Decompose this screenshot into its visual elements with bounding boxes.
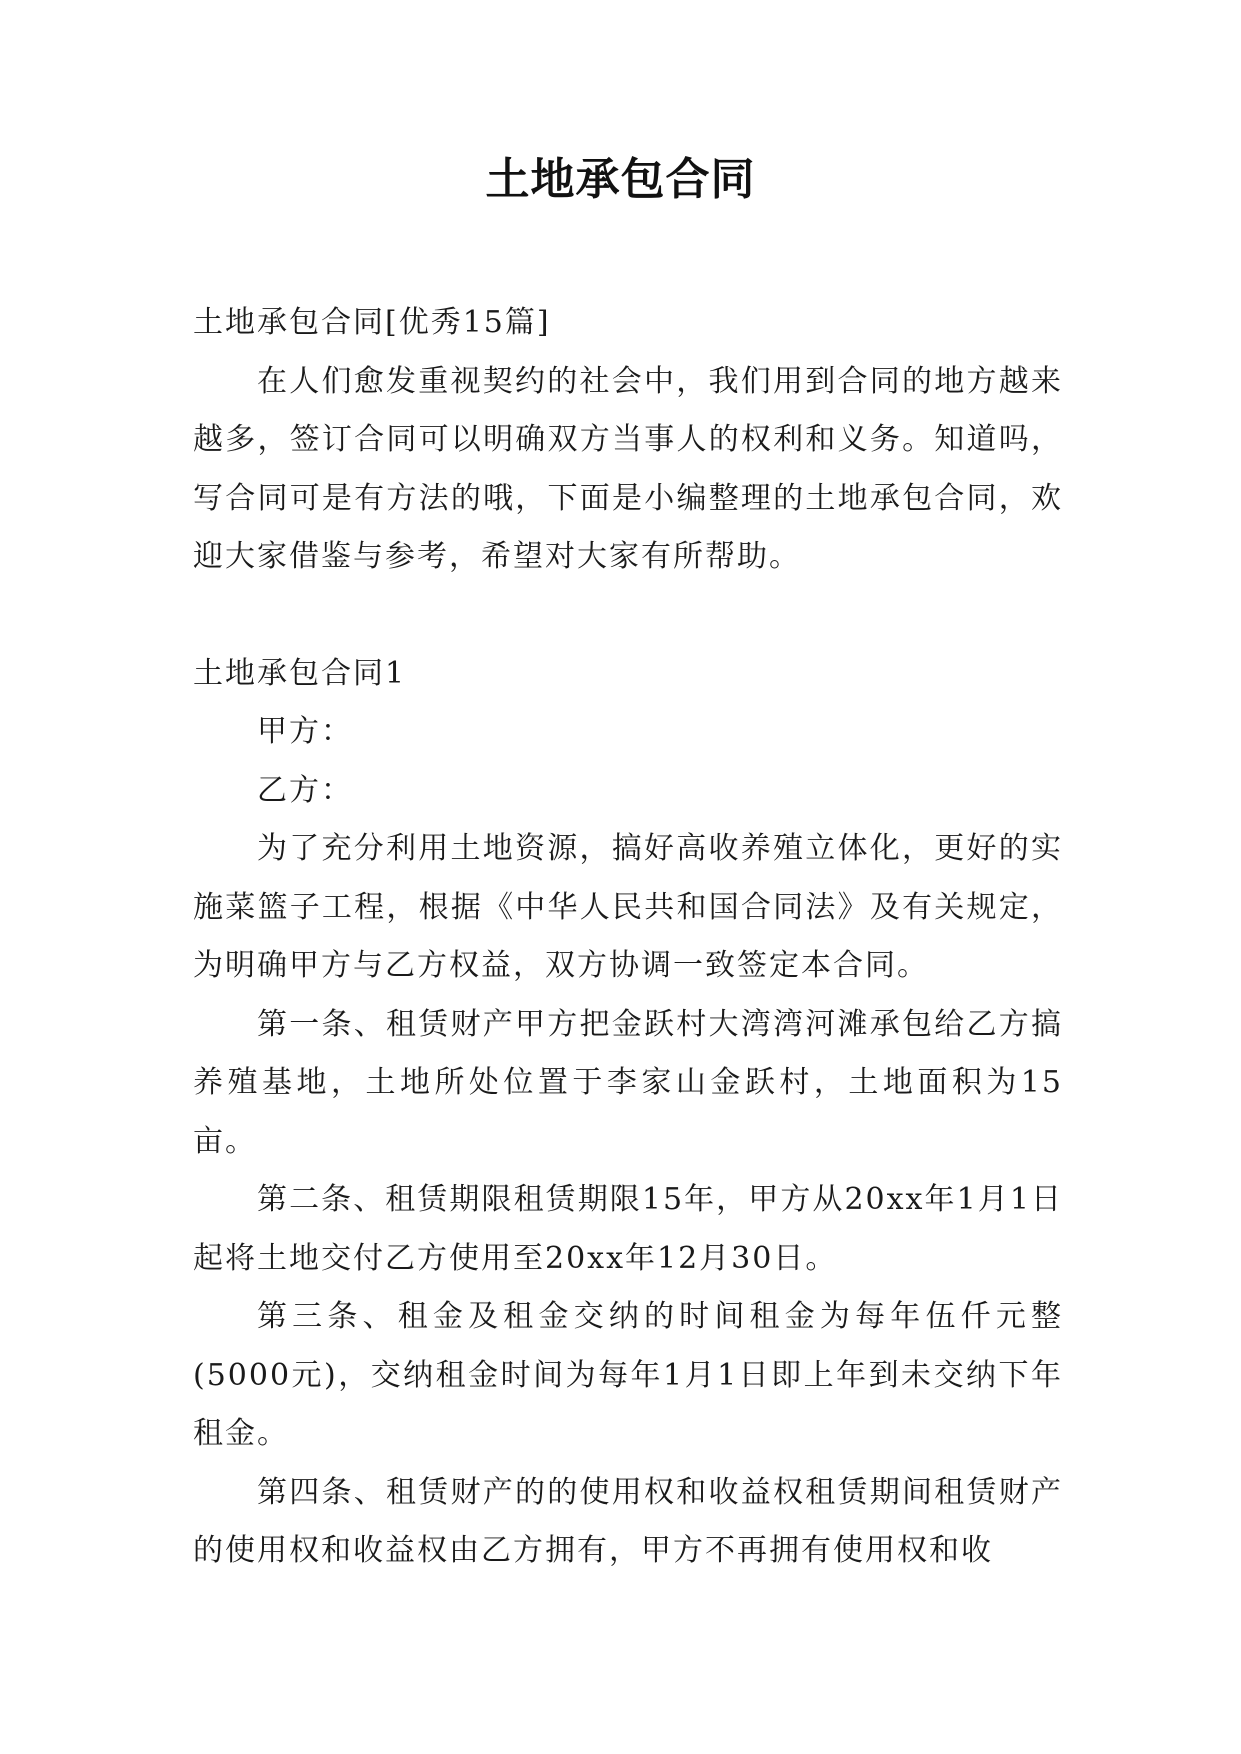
section-heading: 土地承包合同1 [193,655,407,691]
intro-paragraph: 在人们愈发重视契约的社会中，我们用到合同的地方越来越多，签订合同可以明确双方当事人的权利和义务。知道吗，写合同可是有方法的哦，下面是小编整理的土地承包合同，欢迎大家借鉴与参考，希望对大家有所帮助。 [193,363,1063,574]
article-1-paragraph: 第一条、租赁财产甲方把金跃村大湾湾河滩承包给乙方搞养殖基地，土地所处位置于李家山金跃村，土地面积为15亩。 [193,1006,1063,1159]
paragraph-gap [193,587,1063,645]
document-title: 土地承包合同 [485,154,756,205]
article-2-paragraph: 第二条、租赁期限租赁期限15年，甲方从20xx年1月1日起将土地交付乙方使用至20xx年12月30日。 [193,1182,1063,1276]
purpose-paragraph: 为了充分利用土地资源，搞好高收养殖立体化，更好的实施菜篮子工程，根据《中华人民共和国合同法》及有关规定，为明确甲方与乙方权益，双方协调一致签定本合同。 [193,831,1063,983]
party-b-line: 乙方： [257,772,353,808]
article-4-paragraph: 第四条、租赁财产的的使用权和收益权租赁期间租赁财产的使用权和收益权由乙方拥有，甲方不再拥有使用权和收 [193,1474,1063,1568]
document-body [193,294,1063,1581]
party-a-line: 甲方： [257,714,353,749]
article-3-paragraph: 第三条、租金及租金交纳的时间租金为每年伍仟元整(5000元)，交纳租金时间为每年1月1日即上年到未交纳下年租金。 [193,1299,1063,1451]
document-subtitle: 土地承包合同[优秀15篇] [193,305,551,340]
